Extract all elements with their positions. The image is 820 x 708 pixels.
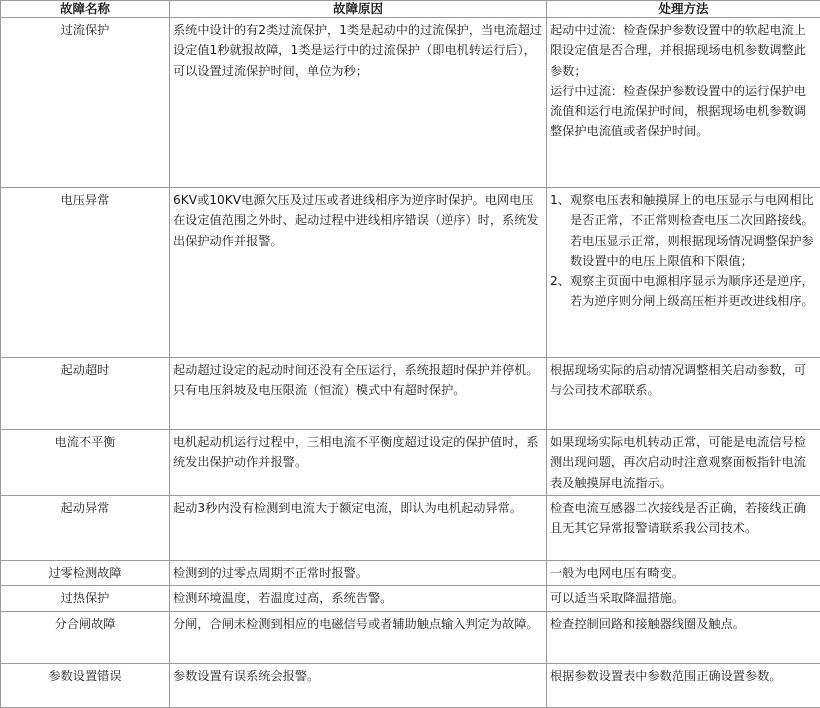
table-row [1, 18, 820, 188]
table-row [1, 586, 820, 611]
fault-name-cell: 过零检测故障 [1, 561, 170, 586]
solution-cell: 一般为电网电压有畸变。 [547, 561, 820, 586]
solution-cell [547, 18, 820, 188]
solution-paragraph: 1、观察电压表和触摸屏上的电压显示与电网相比是否正常，不正常则检查电压二次回路接线。若电压显示正常，则根据现场情况调整保护参数设置中的电压上限值和下限值； [550, 190, 817, 271]
header-fault-cause: 故障原因 [170, 1, 547, 18]
fault-cause-cell: 6KV或10KV电源欠压及过压或者进线相序为逆序时保护。电网电压在设定值范围之外时、起动过程中进线相序错误（逆序）时，系统发出保护动作并报警。 [170, 188, 547, 358]
fault-cause-cell: 参数设置有误系统会报警。 [170, 663, 547, 707]
solution-cell [547, 188, 820, 358]
table-row [1, 663, 820, 707]
fault-name-cell: 过热保护 [1, 586, 170, 611]
solution-paragraph: 2、观察主页面中电源相序显示为顺序还是逆序，若为逆序则分闸上级高压柜并更改进线相序。 [550, 271, 817, 312]
fault-cause-cell: 起动3秒内没有检测到电流大于额定电流，即认为电机起动异常。 [170, 496, 547, 561]
table-header [1, 1, 820, 18]
solution-cell: 根据现场实际的启动情况调整相关启动参数，可与公司技术部联系。 [547, 358, 820, 430]
header-solution: 处理方法 [547, 1, 820, 18]
fault-cause-cell: 分闸，合闸未检测到相应的电磁信号或者辅助触点输入判定为故障。 [170, 611, 547, 663]
fault-cause-cell: 检测到的过零点周期不正常时报警。 [170, 561, 547, 586]
solution-cell: 根据参数设置表中参数范围正确设置参数。 [547, 663, 820, 707]
fault-cause-cell: 检测环境温度，若温度过高，系统告警。 [170, 586, 547, 611]
fault-cause-cell: 起动超过设定的起动时间还没有全压运行，系统报超时保护并停机。只有电压斜坡及电压限流（恒流）模式中有超时保护。 [170, 358, 547, 430]
fault-name-cell: 起动超时 [1, 358, 170, 430]
solution-cell: 检查电流互感器二次接线是否正确，若接线正确且无其它异常报警请联系我公司技术。 [547, 496, 820, 561]
table-row [1, 358, 820, 430]
fault-name-cell: 过流保护 [1, 18, 170, 188]
table-row [1, 561, 820, 586]
solution-cell: 如果现场实际电机转动正常，可能是电流信号检测出现问题，再次启动时注意观察面板指针电流表及触摸屏电流指示。 [547, 430, 820, 496]
table-body [1, 18, 820, 708]
fault-cause-cell: 电机起动机运行过程中，三相电流不平衡度超过设定的保护值时，系统发出保护动作并报警。 [170, 430, 547, 496]
table-row [1, 496, 820, 561]
fault-name-cell: 分合闸故障 [1, 611, 170, 663]
fault-name-cell: 电流不平衡 [1, 430, 170, 496]
table-row [1, 430, 820, 496]
fault-name-cell: 电压异常 [1, 188, 170, 358]
header-row [1, 1, 820, 18]
solution-paragraph: 运行中过流：检查保护参数设置中的运行保护电流值和运行电流保护时间，根据现场电机参数调整保护电流值或者保护时间。 [550, 81, 817, 142]
header-fault-name: 故障名称 [1, 1, 170, 18]
solution-cell: 可以适当采取降温措施。 [547, 586, 820, 611]
table-row [1, 188, 820, 358]
fault-name-cell: 起动异常 [1, 496, 170, 561]
fault-cause-cell: 系统中设计的有2类过流保护，1类是起动中的过流保护，当电流超过设定值1秒就报故障，1类是运行中的过流保护（即电机转运行后），可以设置过流保护时间，单位为秒； [170, 18, 547, 188]
table-row [1, 611, 820, 663]
fault-name-cell: 参数设置错误 [1, 663, 170, 707]
solution-paragraph: 起动中过流：检查保护参数设置中的软起电流上限设定值是否合理，并根据现场电机参数调整此参数； [550, 20, 817, 81]
solution-cell: 检查控制回路和接触器线圈及触点。 [547, 611, 820, 663]
